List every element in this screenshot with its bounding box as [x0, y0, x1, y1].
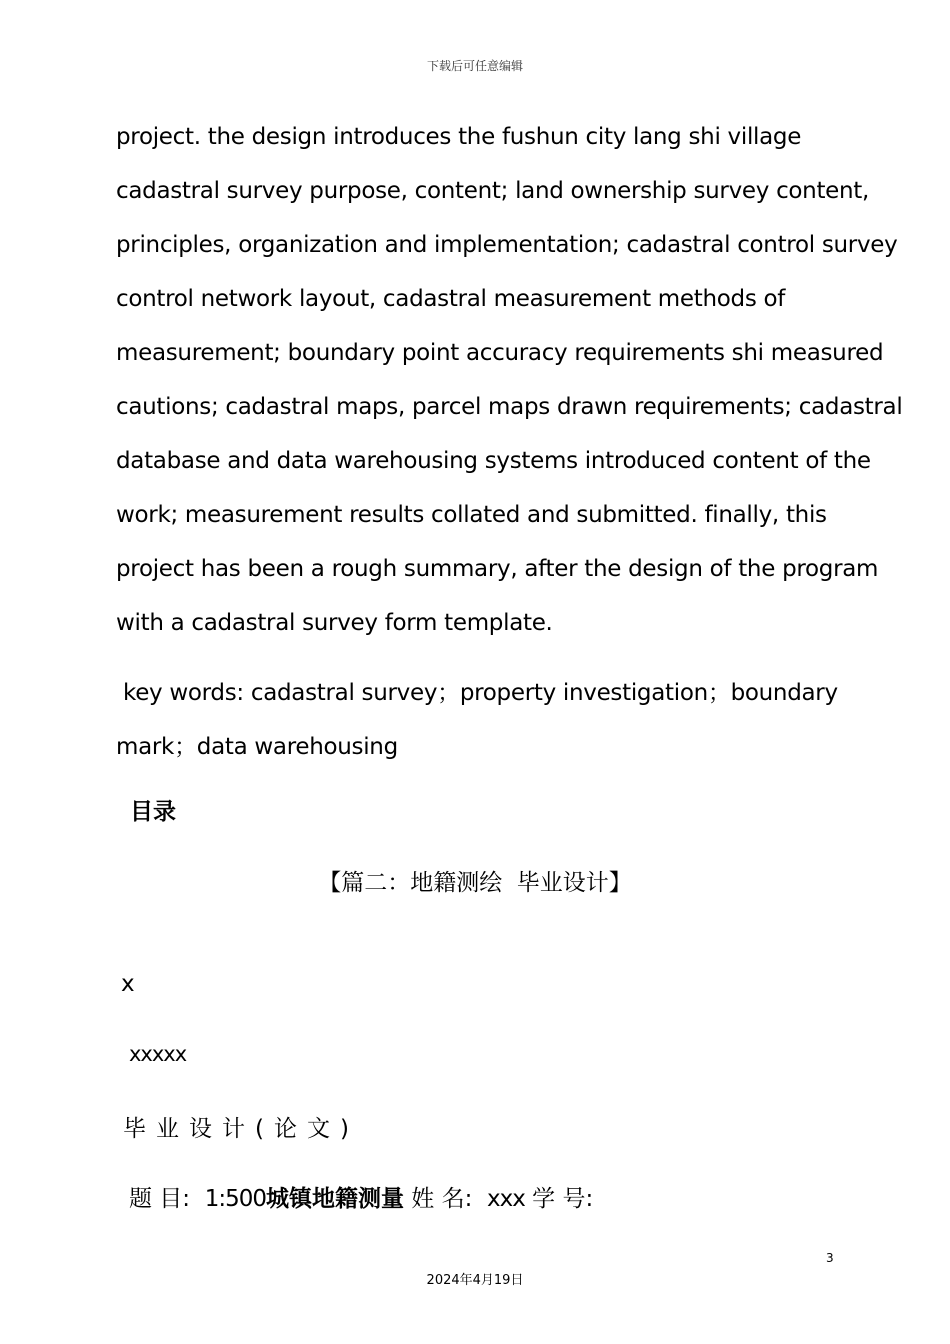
abstract-line: principles, organization and implementation; cadastral control survey — [116, 232, 898, 258]
student-id-label: 学 号: — [532, 1186, 594, 1212]
name-label: 姓 名: — [411, 1186, 473, 1212]
abstract-line: project has been a rough summary, after the design of the program — [116, 556, 879, 582]
keywords-line: mark；data warehousing — [116, 734, 398, 760]
abstract-line: cadastral survey purpose, content; land ownership survey content, — [116, 178, 870, 204]
keywords-paragraph — [116, 666, 846, 774]
thesis-label: 毕业设计(论文) — [123, 1116, 359, 1142]
placeholder-text: xxxxx — [129, 1042, 187, 1066]
abstract-paragraph — [116, 110, 903, 650]
page-footer-date: 2024年4月19日 — [426, 1273, 524, 1288]
abstract-line: control network layout, cadastral measurement methods of — [116, 286, 786, 312]
title-value: 城镇地籍测量 — [265, 1186, 404, 1212]
title-scale: 1:500 — [204, 1186, 266, 1212]
abstract-line: project. the design introduces the fushun city lang shi village — [116, 124, 802, 150]
section-title: 【篇二：地籍测绘 毕业设计】 — [318, 870, 632, 896]
placeholder-text: x — [121, 971, 135, 997]
abstract-line: cautions; cadastral maps, parcel maps drawn requirements; cadastral — [116, 394, 903, 420]
name-value: xxx — [486, 1186, 525, 1212]
thesis-info-line — [129, 1180, 593, 1213]
abstract-line: with a cadastral survey form template. — [116, 610, 553, 636]
keywords-line: key words: cadastral survey；property investigation；boundary — [116, 680, 838, 706]
abstract-line: measurement; boundary point accuracy requirements shi measured — [116, 340, 884, 366]
page-header: 下载后可任意编辑 — [426, 59, 523, 73]
title-label: 题 目: — [129, 1186, 191, 1212]
abstract-line: database and data warehousing systems introduced content of the — [116, 448, 871, 474]
toc-heading: 目录 — [130, 799, 176, 825]
page-number: 3 — [826, 1251, 834, 1265]
abstract-line: work; measurement results collated and submitted. finally, this — [116, 502, 827, 528]
